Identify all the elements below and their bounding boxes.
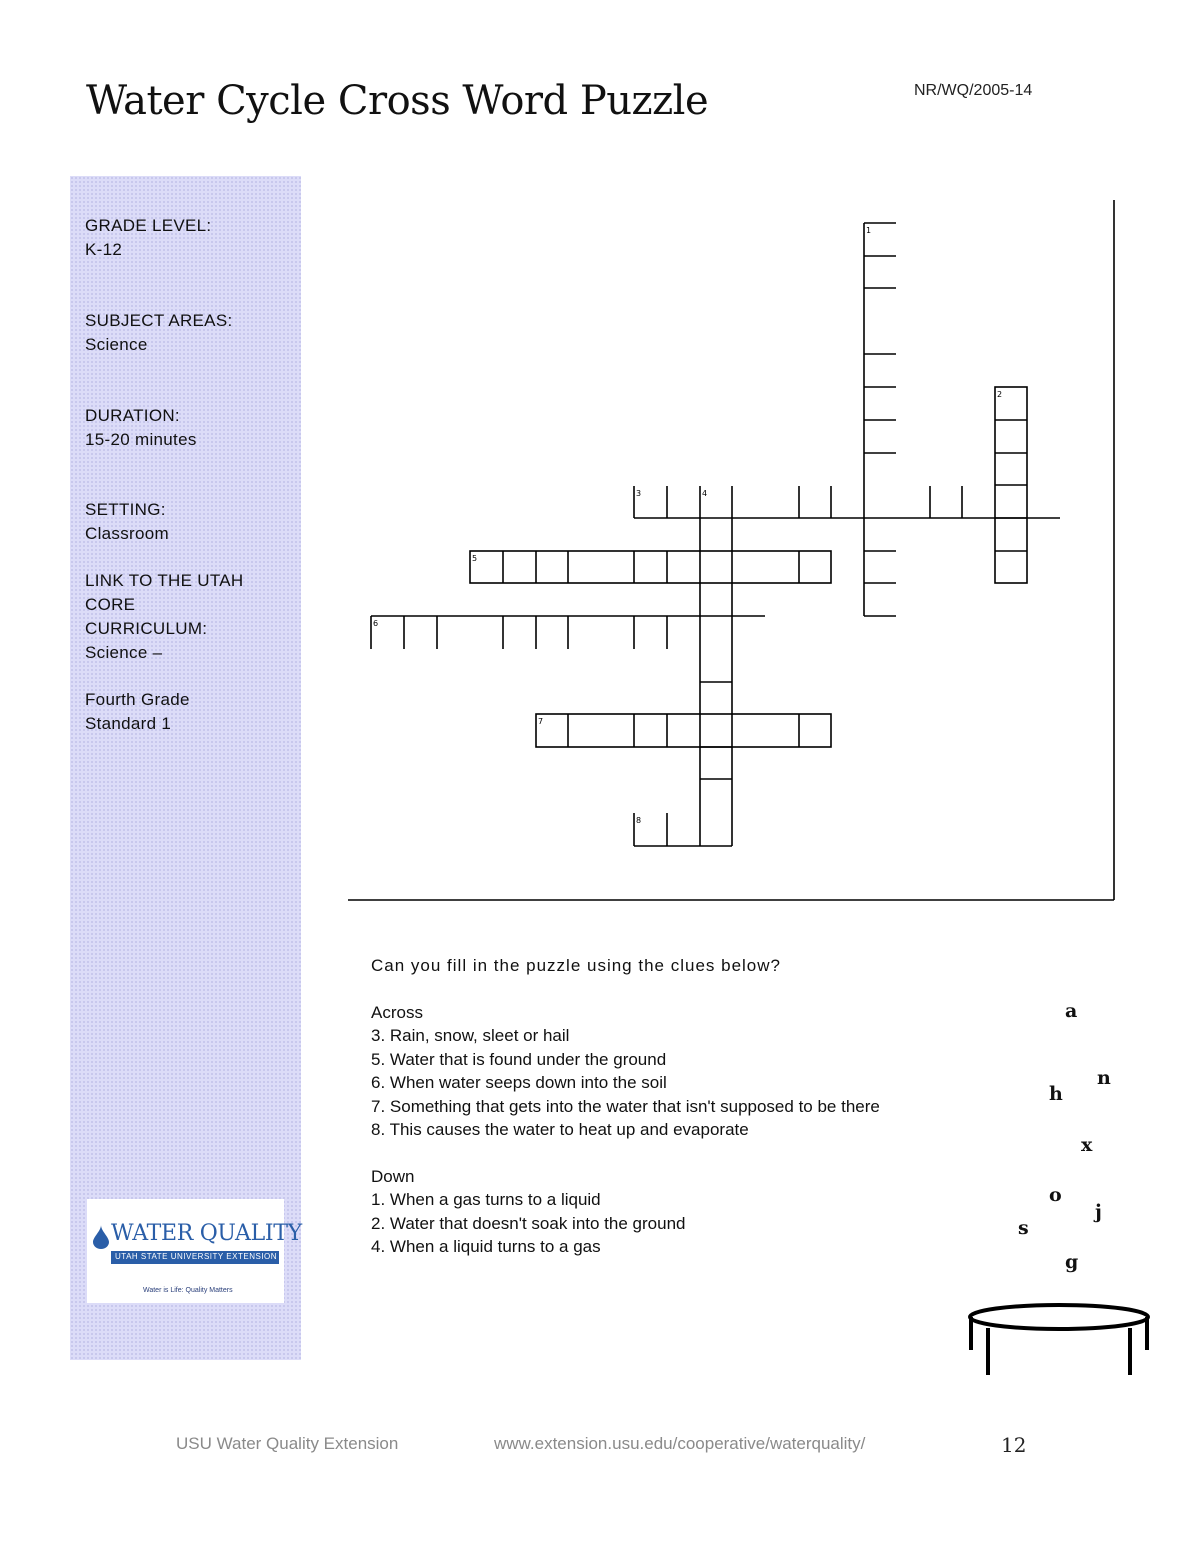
scramble-letter: n [1097, 1067, 1111, 1089]
scramble-letter: g [1065, 1251, 1079, 1273]
scramble-letter: a [1065, 1000, 1078, 1022]
down-heading: Down [371, 1166, 415, 1186]
footer-url[interactable]: www.extension.usu.edu/cooperative/waterquality/ [494, 1434, 866, 1453]
document-id: NR/WQ/2005-14 [914, 82, 1033, 99]
duration-value: 15-20 minutes [85, 430, 197, 449]
clue-number-7: 7 [538, 717, 544, 726]
subject-areas-block [85, 309, 233, 357]
clue-number-1: 1 [866, 226, 872, 235]
curriculum-link-line: Science – [85, 643, 163, 662]
scramble-letter: o [1049, 1184, 1062, 1206]
clues-question: Can you fill in the puzzle using the clues below? [371, 956, 781, 975]
across-clue: 6. When water seeps down into the soil [371, 1073, 667, 1092]
trampoline-icon [960, 1295, 1160, 1385]
standard-grade: Fourth Grade [85, 690, 190, 709]
grade-level-label: GRADE LEVEL: [85, 216, 212, 235]
clues-section [371, 954, 880, 1259]
down-clue: 4. When a liquid turns to a gas [371, 1237, 601, 1256]
logo-subtitle: UTAH STATE UNIVERSITY EXTENSION [115, 1252, 278, 1261]
subject-areas-label: SUBJECT AREAS: [85, 311, 233, 330]
standard-block [85, 688, 190, 736]
clue-number-2: 2 [997, 390, 1003, 399]
setting-value: Classroom [85, 524, 169, 543]
across-clue: 5. Water that is found under the ground [371, 1049, 667, 1069]
across-clue: 7. Something that gets into the water that isn't supposed to be there [371, 1096, 880, 1116]
grade-level-block [85, 214, 211, 262]
curriculum-link-line: LINK TO THE UTAH [85, 571, 244, 590]
water-drop-icon [93, 1225, 109, 1249]
scramble-letter: h [1049, 1083, 1063, 1105]
logo-tagline: Water is Life: Quality Matters [143, 1287, 233, 1294]
down-clue: 2. Water that doesn't soak into the ground [371, 1213, 686, 1233]
subject-areas-value: Science [85, 335, 148, 354]
across-clue: 3. Rain, snow, sleet or hail [371, 1026, 570, 1045]
curriculum-link-line: CORE [85, 595, 136, 614]
duration-label: DURATION: [85, 406, 180, 425]
clue-number-5: 5 [472, 554, 478, 563]
crossword-grid [345, 198, 1120, 904]
logo-wordmark: WATER QUALITY [111, 1221, 302, 1246]
scramble-letter: x [1081, 1134, 1093, 1156]
clue-number-8: 8 [636, 816, 642, 825]
footer-organization: USU Water Quality Extension [176, 1434, 399, 1453]
clue-number-3: 3 [636, 489, 642, 498]
falling-letters-illustration [960, 995, 1160, 1385]
water-quality-logo [87, 1199, 302, 1303]
clue-number-6: 6 [373, 619, 379, 628]
curriculum-link-line: CURRICULUM: [85, 619, 208, 638]
across-heading: Across [371, 1002, 423, 1022]
setting-label: SETTING: [85, 500, 166, 519]
duration-block [85, 404, 197, 452]
down-clue: 1. When a gas turns to a liquid [371, 1190, 601, 1209]
scramble-letter: j [1095, 1201, 1102, 1223]
grade-level-value: K-12 [85, 240, 123, 259]
page-title: Water Cycle Cross Word Puzzle [86, 78, 709, 124]
scramble-letter: s [1018, 1217, 1029, 1239]
page-number: 12 [1001, 1433, 1027, 1457]
across-clue: 8. This causes the water to heat up and evaporate [371, 1120, 749, 1139]
curriculum-link-block [85, 569, 243, 665]
clue-number-4: 4 [702, 489, 708, 498]
setting-block [85, 498, 169, 546]
standard-number: Standard 1 [85, 714, 172, 733]
